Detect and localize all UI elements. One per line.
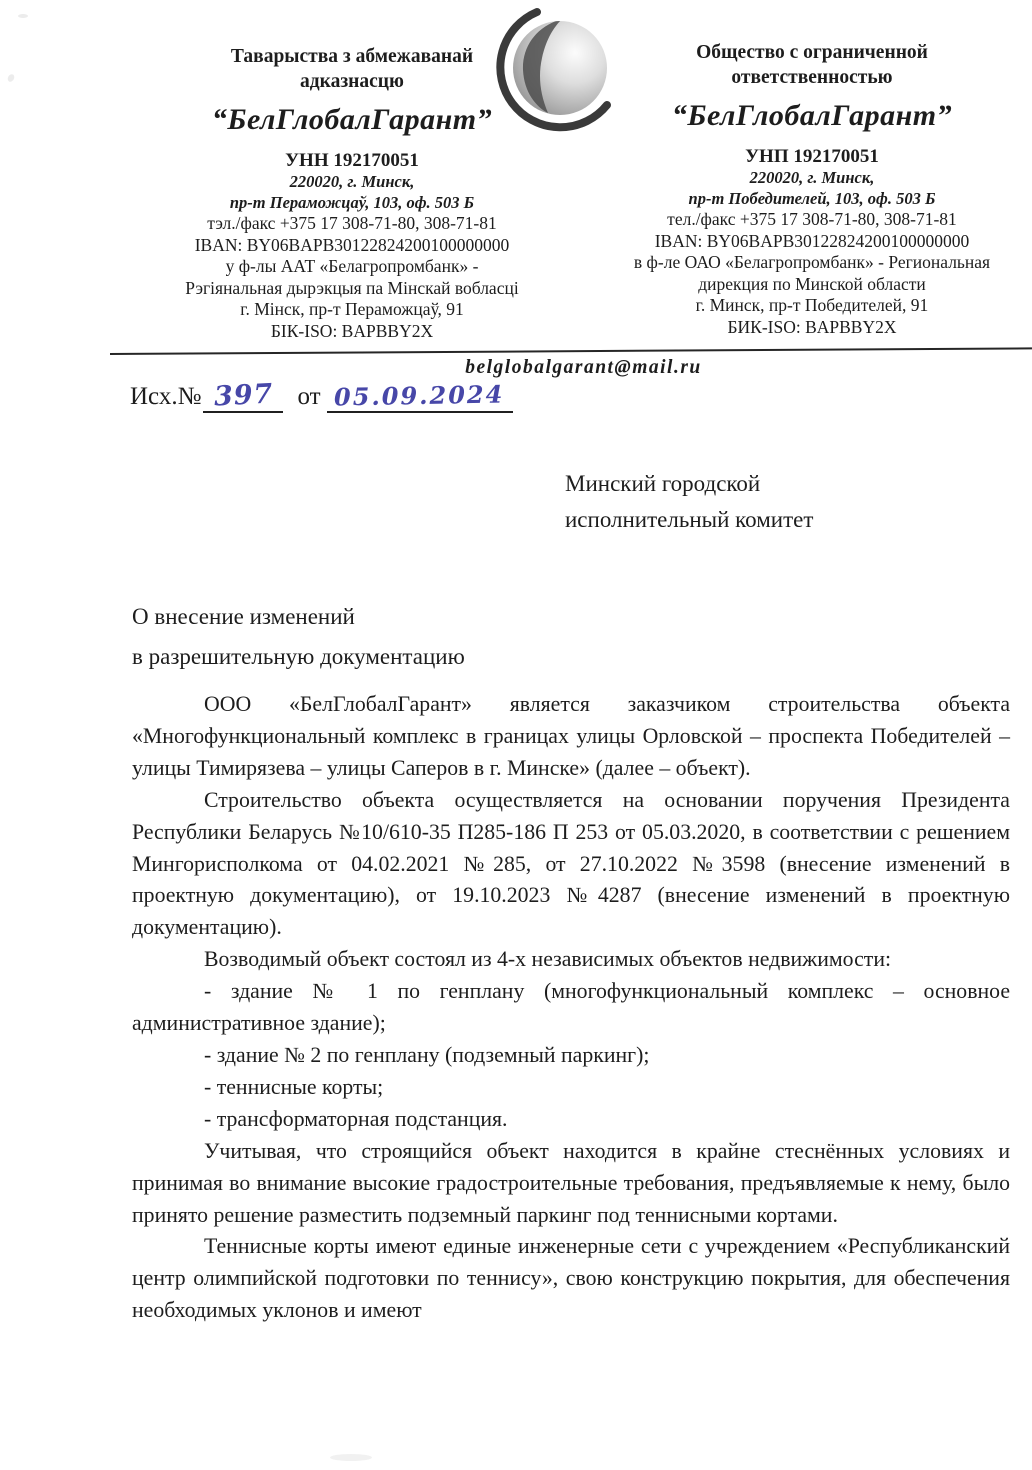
scan-artifact (6, 73, 15, 83)
subject-block (132, 597, 465, 677)
address-left-line: пр-т Пераможцаў, 103, оф. 503 Б (229, 192, 475, 212)
body-paragraph: Теннисные корты имеют единые инженерные сети с учреждением «Республиканский центр олимпийской подготовки по теннису», свою конструкцию покрытия, для обеспечения необходимых уклонов и имеют (132, 1234, 1010, 1323)
body-paragraph: ООО «БелГлобалГарант» является заказчиком строительства объекта «Многофункциональный комплекс в границах улицы Орловской – проспекта Победителей – улицы Тимирязева – улицы Саперов в г. Минске» (далее – объект). (132, 692, 1010, 780)
org-type-line: Общество с ограниченной (696, 42, 928, 63)
company-name-right: “БелГлобалГарант” (671, 99, 953, 132)
addressee-line: исполнительный комитет (565, 507, 814, 532)
bank-left-line: Рэгіянальная дырэкцыя па Мінскай вобласці (185, 277, 519, 298)
address-right-line: 220020, г. Минск, (749, 168, 875, 187)
body-paragraph: Учитывая, что строящийся объект находится в крайне стеснённых условиях и принимая во внимание высокие градостроительные требования, предъявляемые к нему, было принято решение разместить подземный паркинг под теннисными кортами. (132, 1138, 1010, 1227)
bank-left-line: г. Мінск, пр-т Пераможцаў, 91 (240, 299, 464, 320)
company-email: belglobalgarant@mail.ru (465, 357, 702, 378)
date-field (327, 381, 513, 413)
letterhead-right (602, 40, 1022, 339)
letter-body (132, 689, 1010, 1327)
bank-left-line: у ф-лы ААТ «Белагропромбанк» - (225, 256, 479, 277)
body-paragraph: - здание № 2 по генплану (подземный паркинг); (204, 1042, 650, 1067)
org-type-line: ответственностью (731, 67, 893, 88)
bank-right-line: дирекция по Минской области (698, 273, 926, 294)
org-type-line: Таварыства з абмежаванай (230, 46, 474, 67)
body-paragraph: Строительство объекта осуществляется на основании поручения Президента Республики Беларусь №10/610-35 П285-186 П 253 от 05.03.2020, в соответствии с решением Мингорисполкома от 04.02.2021 №285, от 27.10.2022 №3598 (внесение изменений в проектную документацию), от 19.10.2023 №4287 (внесение изменений в проектную документацию). (132, 787, 1010, 940)
iban-left: IBAN: BY06BAPB30122824200100000000 (194, 234, 510, 255)
handwritten-date: 05.09.2024 (334, 379, 505, 412)
scan-artifact (18, 14, 28, 18)
from-label: от (297, 383, 321, 410)
phone-left: тэл./факс +375 17 308-71-80, 308-71-81 (207, 213, 497, 233)
outgoing-number-label: Исх.№ (130, 383, 202, 410)
org-type-line: адказнасцю (300, 71, 404, 92)
outgoing-number-field (203, 380, 283, 413)
body-paragraph: - здание № 1 по генплану (многофункциональный комплекс – основное административное здание); (132, 979, 1010, 1036)
iban-right: IBAN: BY06BAPB30122824200100000000 (654, 230, 970, 251)
company-name-left: “БелГлобалГарант” (211, 103, 493, 136)
body-paragraph: - теннисные корты; (204, 1074, 384, 1099)
scan-artifact (330, 1454, 372, 1461)
reg-number-left: УНН 192170051 (285, 150, 419, 171)
address-right-line: пр-т Победителей, 103, оф. 503 Б (688, 188, 936, 208)
letterhead-divider-line (110, 347, 1032, 355)
bank-right-line: г. Минск, пр-т Победителей, 91 (695, 295, 929, 316)
handwritten-outgoing-number: 397 (212, 378, 274, 413)
bik-left: БІК-ISO: BAPBBY2X (270, 320, 434, 341)
org-type-right (602, 40, 1022, 90)
subject-line: О внесение изменений (132, 604, 355, 629)
address-left-line: 220020, г. Минск, (289, 172, 415, 191)
reference-line (130, 380, 513, 413)
bik-right: БИК-ISO: BAPBBY2X (727, 316, 897, 337)
body-paragraph: - трансформаторная подстанция. (204, 1106, 508, 1131)
reg-number-right: УНП 192170051 (745, 146, 879, 167)
phone-right: тел./факс +375 17 308-71-80, 308-71-81 (667, 209, 957, 229)
addressee-block (565, 466, 813, 538)
body-paragraph: Возводимый объект состоял из 4-х независимых объектов недвижимости: (204, 947, 892, 972)
bank-right-line: в ф-ле ОАО «Белагропромбанк» - Региональная (633, 252, 991, 273)
subject-line: в разрешительную документацию (132, 644, 465, 669)
addressee-line: Минский городской (565, 471, 761, 496)
